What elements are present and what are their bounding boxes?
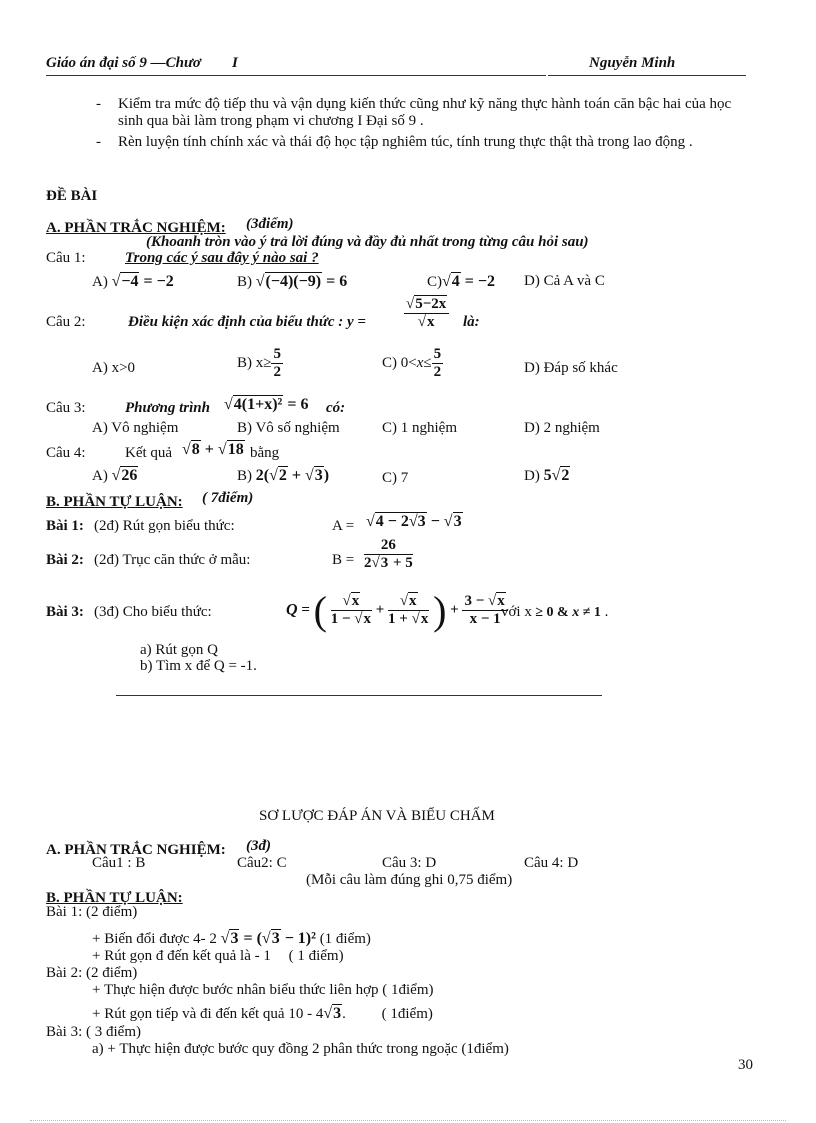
answers-note: (Mỗi câu làm đúng ghi 0,75 điểm) bbox=[306, 872, 513, 888]
answers-part-b-title: B. PHẦN TỰ LUẬN: bbox=[46, 890, 183, 906]
b3-sub-b: b) Tìm x để Q = -1. bbox=[140, 658, 257, 674]
q3-equation: √4(1+x)² = 6 bbox=[224, 396, 309, 413]
ans-b2-line1: + Thực hiện được bước nhân biểu thức liên hợp ( 1điểm) bbox=[92, 982, 434, 998]
q1-option-a: A) √−4 = −2 bbox=[92, 273, 174, 290]
answer-item-2: Câu2: C bbox=[237, 855, 287, 871]
ans-b1-label: Bài 1: (2 điểm) bbox=[46, 904, 138, 920]
q2-option-d: D) Đáp số khác bbox=[524, 360, 618, 376]
q4-label: Câu 4: bbox=[46, 445, 86, 461]
q4-text: Kết quả bbox=[125, 445, 173, 461]
answer-item-3: Câu 3: D bbox=[382, 855, 437, 871]
b1-label: Bài 1: bbox=[46, 518, 84, 534]
page-number: 30 bbox=[738, 1057, 753, 1073]
part-a-instruction: (Khoanh tròn vào ý trả lời đúng và đầy đủ nhất trong từng câu hỏi sau) bbox=[146, 234, 589, 250]
b2-var: B = bbox=[332, 552, 355, 568]
q2-option-c: C) 0<x≤ $\frac{5}{2}$ bbox=[382, 346, 442, 380]
q1-label: Câu 1: bbox=[46, 250, 86, 266]
header-rule-right bbox=[548, 75, 746, 76]
q2-option-a: A) x>0 bbox=[92, 360, 136, 376]
q1-text: Trong các ý sau đây ý nào sai ? bbox=[125, 250, 319, 266]
q3-text: Phương trình bbox=[125, 400, 210, 416]
part-b-title: B. PHẦN TỰ LUẬN: bbox=[46, 494, 183, 510]
q3-tail: có: bbox=[326, 400, 346, 416]
header-chapter-numeral: I bbox=[232, 55, 238, 71]
header-rule-left bbox=[46, 75, 546, 76]
q2-text: Điều kiện xác định của biểu thức : y = bbox=[128, 314, 366, 330]
objective-2: Rèn luyện tính chính xác và thái độ học tập nghiêm túc, tính trung thực thật thà trong lao động . bbox=[118, 134, 693, 150]
b3-expression: Q = ( $\frac{√x}{1 - √x}$ + $\frac{√x}{1 + √x}$ ) + $\frac{3 - √x}{x - 1}$ bbox=[286, 587, 508, 634]
b2-label: Bài 2: bbox=[46, 552, 84, 568]
q2-tail: là: bbox=[463, 314, 480, 330]
q2-fraction: $\frac{√5-2x}{√x}$ bbox=[404, 296, 449, 331]
ans-b3-label: Bài 3: ( 3 điểm) bbox=[46, 1024, 141, 1040]
q1-option-d: D) Cả A và C bbox=[524, 273, 605, 289]
exam-title: ĐỀ BÀI bbox=[46, 188, 98, 204]
objective-1: Kiểm tra mức độ tiếp thu và vận dụng kiến thức cũng như kỹ năng thực hành toán căn bậc hai của học sinh qua bài làm trong phạm vi chương I Đại số 9 . bbox=[118, 96, 732, 129]
answers-title: SƠ LƯỢC ĐÁP ÁN VÀ BIỂU CHẤM bbox=[259, 808, 495, 824]
b1-expression: √4 − 2√3 − √3 bbox=[366, 513, 462, 530]
part-a-points: (3điểm) bbox=[246, 216, 294, 232]
answer-item-1: Câu1 : B bbox=[92, 855, 146, 871]
q3-option-b: B) Vô số nghiệm bbox=[237, 420, 340, 436]
ans-b1-line1: + Biến đổi được 4- 2 √3 = (√3 − 1)² (1 điểm) bbox=[92, 930, 371, 947]
part-a-title: A. PHẦN TRẮC NGHIỆM: bbox=[46, 220, 226, 236]
q1-option-b: B) √(−4)(−9) = 6 bbox=[237, 273, 348, 290]
header-left: Giáo án đại số 9 —Chươ bbox=[46, 55, 201, 71]
ans-b2-line2: + Rút gọn tiếp và đi đến kết quả 10 - 4√3. ( 1điểm) bbox=[92, 1005, 433, 1022]
q4-tail: bằng bbox=[250, 445, 280, 461]
section-divider bbox=[116, 695, 602, 696]
page-bottom-border bbox=[30, 1120, 786, 1121]
b1-text: (2đ) Rút gọn biểu thức: bbox=[94, 518, 235, 534]
q4-option-c: C) 7 bbox=[382, 470, 409, 486]
answers-part-a-title: A. PHẦN TRẮC NGHIỆM: bbox=[46, 842, 226, 858]
q3-option-a: A) Vô nghiệm bbox=[92, 420, 179, 436]
q2-label: Câu 2: bbox=[46, 314, 86, 330]
q3-option-d: D) 2 nghiệm bbox=[524, 420, 600, 436]
part-b-points: ( 7điểm) bbox=[202, 490, 254, 506]
q4-option-d: D) 5√2 bbox=[524, 467, 570, 484]
bullet-dash: - bbox=[96, 96, 101, 112]
q2-option-b: B) x≥ $\frac{5}{2}$ bbox=[237, 346, 281, 380]
b3-label: Bài 3: bbox=[46, 604, 84, 620]
q1-option-c: C)√4 = −2 bbox=[427, 273, 496, 290]
b1-var: A = bbox=[332, 518, 355, 534]
b3-text: (3đ) Cho biểu thức: bbox=[94, 604, 212, 620]
ans-b1-line2: + Rút gọn đ đến kết quả là - 1 ( 1 điểm) bbox=[92, 948, 344, 964]
b3-sub-a: a) Rút gọn Q bbox=[140, 642, 218, 658]
q3-option-c: C) 1 nghiệm bbox=[382, 420, 457, 436]
q4-option-a: A) √26 bbox=[92, 467, 138, 484]
q4-option-b: B) 2(√2 + √3) bbox=[237, 467, 330, 484]
b2-text: (2đ) Trục căn thức ở mẫu: bbox=[94, 552, 251, 568]
answers-part-a-points: (3đ) bbox=[246, 838, 271, 854]
b3-condition: với x ≥ 0 & x ≠ 1 . bbox=[501, 604, 609, 620]
b2-fraction: $\frac{26}{2√3 + 5}$ bbox=[364, 537, 413, 571]
q3-label: Câu 3: bbox=[46, 400, 86, 416]
header-right: Nguyễn Minh bbox=[589, 55, 676, 71]
bullet-dash: - bbox=[96, 134, 101, 150]
ans-b3-line1: a) + Thực hiện được bước quy đồng 2 phân thức trong ngoặc (1điểm) bbox=[92, 1041, 509, 1057]
ans-b2-label: Bài 2: (2 điểm) bbox=[46, 965, 138, 981]
answer-item-4: Câu 4: D bbox=[524, 855, 579, 871]
q4-expression: √8 + √18 bbox=[182, 441, 244, 458]
